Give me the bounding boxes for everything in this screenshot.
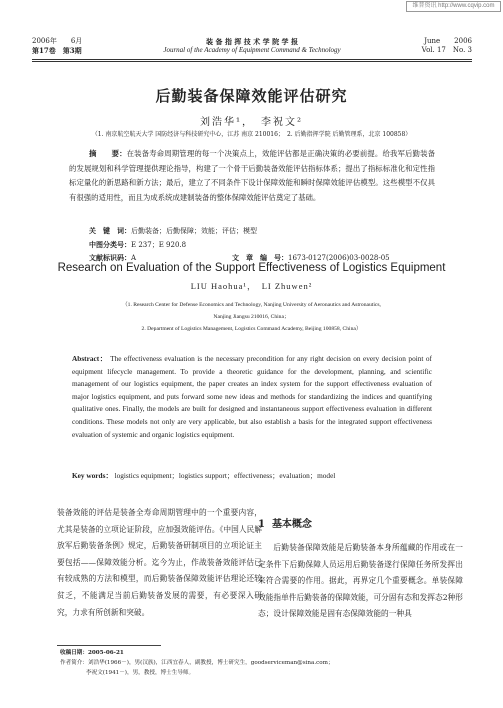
header-center: [32, 37, 472, 55]
body-column-left: [57, 505, 262, 621]
article-number-label: 文 章 编 号：: [232, 253, 288, 262]
keywords-cn: [89, 226, 257, 236]
english-title: Research on Evaluation of the Support Effectiveness of Logistics Equipment: [57, 262, 446, 274]
paper-title: 后勤装备保障效能评估研究: [155, 87, 348, 105]
english-keywords-label: Key words：: [72, 471, 113, 480]
body-left-text: 装备效能的评估是装备全寿命周期管理中的一个重要内容，尤其是装备的立项论证阶段，应加强效能评估。《中国人民解放军后勤装备条例》规定，后勤装备研制项目的立项论证主要包括——保障效能分析。迄今为止，作战装备效能评估已有较成熟的方法和模型，而后勤装备保障效能评估理论还较贫乏，不能满足当前后勤装备发展的需要，有必要深入研究，力求有所创新和突破。: [57, 508, 262, 617]
header-issue-en: Vol. 17 No. 3: [421, 46, 472, 54]
clc-text: E 237；E 920.8: [131, 241, 187, 249]
keywords-cn-text: 后勤装备；后勤保障；效能；评估；模型: [131, 227, 257, 235]
doc-code-label: 文献标识码：: [89, 253, 131, 262]
journal-name-cn: 装 备 指 挥 技 术 学 院 学 报: [206, 37, 298, 46]
keywords-cn-label: 关 键 词：: [89, 226, 131, 235]
english-abstract-text: The effectiveness evaluation is the necessary precondition for any right decision on every decision point of equipment lifecycle management. To provide a theoretic guidance for the development, planning, and scientific management of our logistics equipment, the paper creates an index system for the support effectiveness evaluation of major logistics equipment, and puts forward some new ideas and methods for standardizing the indices and quantifying qualitative ones. Finally, the models are built for designed and instantaneous support effectiveness evaluation in different conditions. These models not only are very applicable, but also establish a basis for the integrated support effectiveness evaluation of systemic and organic logistics equipment.: [72, 354, 432, 439]
footnote-author1: 作者简介：刘浩华(1966－)，男(汉族)，江西宜春人，副教授，博士研究生，goodserviceman@sina.com；: [60, 660, 334, 666]
header-rule: [32, 59, 472, 60]
abstract-cn: [69, 147, 435, 205]
doc-code-text: A: [131, 254, 137, 262]
english-affiliation-3: 2. Department of Logistics Management, Logistics Command Academy, Beijing 100858, China）: [141, 326, 362, 332]
header-issue: 第17卷 第3期: [32, 46, 82, 55]
body-right-text: 后勤装备保障效能是后勤装备本身所蕴藏的作用或在一定条件下后勤保障人员运用后勤装备遂行保障任务所发挥出来符合需要的作用。据此，再界定几个重要概念。单装保障效能指单件后勤装备的保障效能，可分固有态和发挥态2种形态；设计保障效能是固有态保障效能的一种具: [258, 543, 463, 619]
header-rule-thin: [32, 61, 472, 62]
english-abstract-label: Abstract：: [72, 354, 108, 363]
footnote-received: 收稿日期：2005-06-21: [60, 650, 124, 656]
section-heading: [258, 518, 463, 532]
english-affiliation-2: Nanjing Jiangsu 210016, China；: [213, 314, 290, 320]
article-number-text: 1673-0127(2006)03-0028-05: [288, 254, 390, 262]
header-date: 2006年 6月: [32, 37, 83, 45]
clc-label: 中图分类号：: [89, 240, 131, 249]
clc-number: [89, 240, 186, 250]
english-authors: LIU Haohua¹， LI Zhuwen²: [190, 281, 313, 291]
english-abstract: [72, 353, 432, 441]
header-date-en: June 2006: [424, 37, 472, 45]
footnote-author2: 李祝文(1941－)，男，教授，博士生导师。: [86, 670, 195, 676]
english-affiliation-1: （1. Research Center for Defense Economics and Technology, Nanjing University of Aeronautics and Astronautics,: [122, 302, 381, 308]
paper-affiliation: （1. 南京航空航天大学 国防经济与科技研究中心，江苏 南京 210016； 2. 后勤指挥学院 后勤管理系，北京 100858）: [91, 131, 412, 138]
body-column-right: [258, 505, 463, 623]
section-title: 基本概念: [271, 519, 312, 530]
section-number: 1: [258, 519, 265, 530]
watermark: 维普资讯 http://www.cqvip.com: [406, 1, 501, 12]
english-keywords: [72, 471, 335, 481]
header-right: [422, 37, 472, 55]
paper-authors: 刘浩华¹， 李祝文²: [199, 117, 304, 128]
abstract-cn-text: 在装备寿命周期管理的每一个决策点上，效能评估都是正确决策的必要前提。给我军后勤装备的发展规划和科学管理提供理论指导，构建了一个骨干后勤装备效能评估指标体系；提出了指标标准化和定性指标定量化的新思路和新方法；最后，建立了不同条件下设计保障效能和瞬时保障效能评估模型。这些模型不仅具有很强的适用性，而且为成系统成建制装备的整体保障效能评估奠定了基础。: [69, 149, 435, 202]
english-keywords-text: logistics equipment；logistics support；effectiveness；evaluation；model: [114, 471, 336, 480]
footnote-rule: [57, 645, 161, 646]
abstract-cn-label: 摘 要：: [89, 149, 127, 158]
journal-name-en: Journal of the Academy of Equipment Command & Technology: [163, 46, 341, 54]
